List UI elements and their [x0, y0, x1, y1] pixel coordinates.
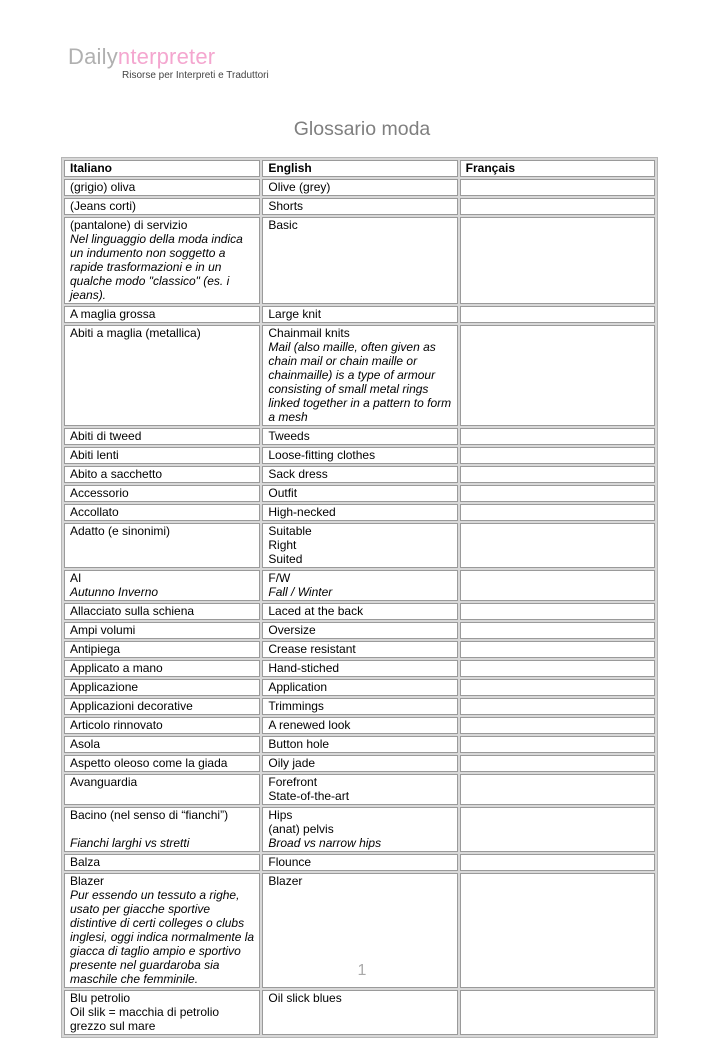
entry-term: Hips — [268, 808, 293, 822]
brand-tagline: Risorse per Interpreti e Traduttori — [122, 70, 269, 81]
cell-french — [460, 736, 655, 753]
table-row — [64, 198, 655, 215]
table-row — [64, 679, 655, 696]
entry-term: Loose-fitting clothes — [268, 448, 376, 462]
entry-term: Forefront — [268, 775, 318, 789]
entry-term: AI — [70, 571, 82, 585]
cell-french — [460, 447, 655, 464]
table-row — [64, 179, 655, 196]
entry-term: Trimmings — [268, 699, 324, 713]
entry-term: Abiti di tweed — [70, 429, 142, 443]
entry-term: Hand-stiched — [268, 661, 340, 675]
brand-part-pink: nterpreter — [117, 44, 216, 69]
entry-term: Oily jade — [268, 756, 316, 770]
entry-term: Abiti lenti — [70, 448, 119, 462]
cell-french — [460, 523, 655, 568]
table-row — [64, 854, 655, 871]
entry-term: Right — [268, 538, 297, 552]
table-row — [64, 325, 655, 426]
cell-english — [262, 603, 457, 620]
cell-english — [262, 523, 457, 568]
cell-english — [262, 755, 457, 772]
cell-french — [460, 603, 655, 620]
cell-italian — [64, 428, 260, 445]
cell-english — [262, 807, 457, 852]
cell-italian — [64, 622, 260, 639]
table-row — [64, 641, 655, 658]
page-title: Glossario moda — [293, 118, 431, 140]
entry-term: Abiti a maglia (metallica) — [70, 326, 201, 340]
cell-english — [262, 570, 457, 601]
cell-english — [262, 466, 457, 483]
table-row — [64, 990, 655, 1035]
entry-term: Sack dress — [268, 467, 328, 481]
brand-part-gray: Daily — [68, 44, 118, 69]
entry-term: Bacino (nel senso di “fianchi”) — [70, 808, 229, 822]
cell-english — [262, 774, 457, 805]
cell-english — [262, 736, 457, 753]
entry-term: Tweeds — [268, 429, 310, 443]
cell-english — [262, 854, 457, 871]
cell-english — [262, 660, 457, 677]
entry-term: Asola — [70, 737, 101, 751]
entry-term: (Jeans corti) — [70, 199, 137, 213]
table-row — [64, 698, 655, 715]
table-row — [64, 485, 655, 502]
table-row — [64, 717, 655, 734]
entry-note: Fall / Winter — [268, 585, 333, 599]
entry-term: Application — [268, 680, 328, 694]
cell-italian — [64, 679, 260, 696]
entry-term: High-necked — [268, 505, 336, 519]
cell-english — [262, 698, 457, 715]
cell-french — [460, 306, 655, 323]
entry-term: Oversize — [268, 623, 316, 637]
table-row — [64, 428, 655, 445]
cell-italian — [64, 736, 260, 753]
column-header-italian: Italiano — [64, 160, 260, 177]
entry-term: Chainmail knits — [268, 326, 350, 340]
entry-term: Crease resistant — [268, 642, 356, 656]
cell-italian — [64, 774, 260, 805]
entry-term: (grigio) oliva — [70, 180, 136, 194]
cell-english — [262, 179, 457, 196]
entry-term: (anat) pelvis — [268, 822, 334, 836]
table-row — [64, 603, 655, 620]
cell-italian — [64, 217, 260, 304]
cell-italian — [64, 306, 260, 323]
entry-term: Blu petrolio — [70, 991, 131, 1005]
cell-italian — [64, 603, 260, 620]
cell-french — [460, 504, 655, 521]
column-header-french: Français — [460, 160, 655, 177]
entry-term: Shorts — [268, 199, 304, 213]
cell-italian — [64, 807, 260, 852]
cell-italian — [64, 755, 260, 772]
table-row — [64, 217, 655, 304]
entry-term: Laced at the back — [268, 604, 364, 618]
cell-french — [460, 485, 655, 502]
entry-term: Allacciato sulla schiena — [70, 604, 195, 618]
table-row — [64, 504, 655, 521]
entry-term: Balza — [70, 855, 101, 869]
cell-french — [460, 179, 655, 196]
cell-italian — [64, 990, 260, 1035]
cell-french — [460, 466, 655, 483]
entry-note: Mail (also maille, often given as chain mail or chain maille or chainmaille) is a type of armour consisting of small metal rings linked together in a pattern to form a mesh — [268, 340, 452, 424]
cell-english — [262, 217, 457, 304]
cell-english — [262, 990, 457, 1035]
entry-term: Articolo rinnovato — [70, 718, 163, 732]
table-row — [64, 306, 655, 323]
cell-italian — [64, 504, 260, 521]
cell-english — [262, 447, 457, 464]
cell-french — [460, 641, 655, 658]
table-row — [64, 774, 655, 805]
cell-french — [460, 198, 655, 215]
cell-french — [460, 570, 655, 601]
entry-note: Fianchi larghi vs stretti — [70, 836, 190, 850]
cell-italian — [64, 641, 260, 658]
brand-logo — [68, 44, 215, 70]
cell-french — [460, 755, 655, 772]
entry-term: Accessorio — [70, 486, 129, 500]
glossary-table — [61, 157, 658, 1038]
entry-term: Accollato — [70, 505, 119, 519]
entry-note: Pur essendo un tessuto a righe, usato per giacche sportive distintive di certi colleges o clubs inglesi, oggi indica normalmente la giacca di taglio ampio e sportivo presente nel guardaroba sia maschile che femminile. — [70, 888, 255, 986]
entry-term: Large knit — [268, 307, 322, 321]
entry-term: Button hole — [268, 737, 330, 751]
table-row — [64, 570, 655, 601]
cell-french — [460, 217, 655, 304]
entry-term: Blazer — [268, 874, 303, 888]
cell-french — [460, 990, 655, 1035]
column-header-english: English — [262, 160, 457, 177]
cell-english — [262, 198, 457, 215]
cell-english — [262, 485, 457, 502]
entry-note: Nel linguaggio della moda indica un indumento non soggetto a rapide trasformazioni e in un qualche modo "classico" (es. i jeans). — [70, 232, 243, 302]
cell-italian — [64, 466, 260, 483]
cell-french — [460, 428, 655, 445]
table-body — [64, 179, 655, 1035]
table-row — [64, 736, 655, 753]
cell-english — [262, 641, 457, 658]
entry-note: Broad vs narrow hips — [268, 836, 382, 850]
entry-term: A maglia grossa — [70, 307, 156, 321]
entry-term: Flounce — [268, 855, 312, 869]
entry-term: Basic — [268, 218, 298, 232]
entry-term: Applicazione — [70, 680, 139, 694]
cell-italian — [64, 717, 260, 734]
entry-term: State-of-the-art — [268, 789, 350, 803]
cell-french — [460, 679, 655, 696]
table-header-row — [64, 160, 655, 177]
cell-french — [460, 325, 655, 426]
table-row — [64, 466, 655, 483]
entry-note: Autunno Inverno — [70, 585, 159, 599]
cell-english — [262, 679, 457, 696]
cell-italian — [64, 179, 260, 196]
cell-italian — [64, 198, 260, 215]
entry-term: Oil slick blues — [268, 991, 342, 1005]
entry-term: Abito a sacchetto — [70, 467, 163, 481]
cell-french — [460, 774, 655, 805]
entry-term: Blazer — [70, 874, 105, 888]
entry-term: Adatto (e sinonimi) — [70, 524, 171, 538]
cell-french — [460, 622, 655, 639]
cell-french — [460, 660, 655, 677]
entry-term: Suited — [268, 552, 303, 566]
entry-term — [70, 822, 254, 836]
entry-term: F/W — [268, 571, 291, 585]
table-row — [64, 622, 655, 639]
cell-italian — [64, 854, 260, 871]
page-number: 1 — [357, 962, 367, 979]
cell-english — [262, 717, 457, 734]
entry-term: Antipiega — [70, 642, 121, 656]
entry-term: Ampi volumi — [70, 623, 136, 637]
entry-term: Suitable — [268, 524, 312, 538]
cell-italian — [64, 523, 260, 568]
table-row — [64, 447, 655, 464]
entry-term: Applicazioni decorative — [70, 699, 193, 713]
table-row — [64, 755, 655, 772]
cell-french — [460, 854, 655, 871]
cell-english — [262, 325, 457, 426]
entry-term: Avanguardia — [70, 775, 138, 789]
cell-english — [262, 428, 457, 445]
entry-term: Applicato a mano — [70, 661, 163, 675]
cell-english — [262, 504, 457, 521]
cell-english — [262, 306, 457, 323]
entry-term: Olive (grey) — [268, 180, 331, 194]
cell-french — [460, 717, 655, 734]
cell-italian — [64, 447, 260, 464]
entry-term: Outfit — [268, 486, 298, 500]
entry-term: Oil slik = macchia di petrolio grezzo sul mare — [70, 1005, 220, 1033]
cell-italian — [64, 325, 260, 426]
cell-french — [460, 698, 655, 715]
entry-term: A renewed look — [268, 718, 351, 732]
table-row — [64, 660, 655, 677]
cell-italian — [64, 570, 260, 601]
entry-term: (pantalone) di servizio — [70, 218, 188, 232]
cell-french — [460, 807, 655, 852]
cell-italian — [64, 660, 260, 677]
cell-italian — [64, 698, 260, 715]
table-row — [64, 523, 655, 568]
cell-italian — [64, 485, 260, 502]
entry-term: Aspetto oleoso come la giada — [70, 756, 228, 770]
table-row — [64, 807, 655, 852]
cell-english — [262, 622, 457, 639]
